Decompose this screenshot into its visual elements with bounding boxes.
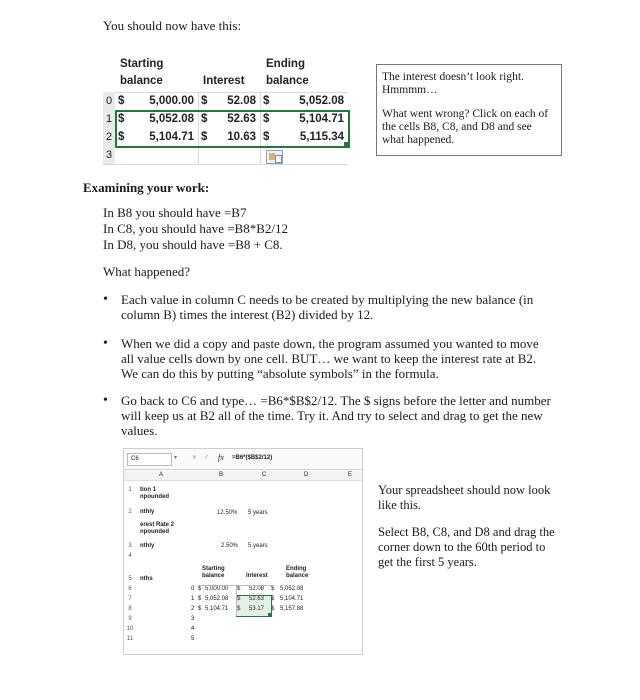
note-box-1 bbox=[376, 64, 562, 156]
bullet-list bbox=[103, 292, 543, 322]
header-starting: Starting balance bbox=[120, 58, 164, 87]
column-header[interactable]: C bbox=[262, 472, 267, 478]
row-header[interactable]: 5 bbox=[128, 576, 132, 582]
hdr-starting: Starting balance bbox=[202, 566, 225, 579]
row-header[interactable]: 1 bbox=[128, 487, 132, 493]
column-header[interactable]: D bbox=[304, 472, 309, 478]
row-header[interactable]: 8 bbox=[128, 606, 132, 612]
column-header[interactable]: E bbox=[348, 472, 353, 478]
fx-icon[interactable]: fx bbox=[218, 453, 224, 462]
hdr-interest: Interest bbox=[246, 573, 268, 579]
what-happened: What happened? bbox=[103, 264, 190, 279]
confirm-icon[interactable]: ✓ bbox=[204, 455, 210, 461]
formula-bar bbox=[124, 449, 362, 470]
fill-handle[interactable] bbox=[344, 142, 349, 147]
table-row: 3 bbox=[103, 146, 348, 164]
period-cell[interactable]: 4 bbox=[191, 626, 195, 632]
column-header[interactable]: A bbox=[159, 472, 164, 478]
column-header-row bbox=[124, 471, 362, 481]
table-row[interactable]: 1 $ 5,052.08 $ 52.63 $ 5,104.71 bbox=[191, 596, 304, 602]
bullet-list bbox=[103, 336, 553, 381]
row-header[interactable]: 9 bbox=[128, 616, 132, 622]
name-box[interactable]: C6 bbox=[127, 453, 172, 466]
cell-a2[interactable]: nthly bbox=[140, 509, 155, 515]
note-2-line-2: Select B8, C8, and D8 and drag the corner down to the 60th period to get the first 5 years. bbox=[378, 525, 555, 569]
row-header[interactable]: 7 bbox=[128, 596, 132, 602]
row-header[interactable]: 4 bbox=[128, 553, 132, 559]
examining-lines bbox=[103, 205, 288, 253]
years-2[interactable]: 5 years bbox=[248, 543, 268, 549]
bullet-item: • When we did a copy and paste down, the program assumed you wanted to move all value cells down by one cell. BUT… we want to keep the interest rate at B2. We can do this by putting “absolute symbols” in the formula. bbox=[103, 336, 553, 381]
note-2-line-1: Your spreadsheet should now look like this. bbox=[378, 483, 551, 512]
name-box-dropdown-icon[interactable]: ▾ bbox=[174, 455, 178, 461]
row-header[interactable]: 10 bbox=[126, 626, 134, 632]
rate-1[interactable]: 12.50% bbox=[217, 510, 238, 516]
cancel-icon[interactable]: ✕ bbox=[192, 455, 198, 461]
fill-handle[interactable] bbox=[268, 613, 271, 616]
cell-a5[interactable]: nths bbox=[140, 576, 153, 582]
rate-2[interactable]: 2.50% bbox=[221, 543, 239, 549]
examining-line: In D8, you should have =B8 + C8. bbox=[103, 237, 283, 252]
selection-outline bbox=[115, 110, 350, 148]
years-1[interactable]: 5 years bbox=[248, 510, 268, 516]
bullet-item: • Go back to C6 and type… =B6*$B$2/12. The $ signs before the letter and number will keep us at B2 all of the time. Try it. And try to select and drag to get the new values. bbox=[103, 393, 553, 438]
period-cell[interactable]: 5 bbox=[191, 636, 195, 642]
cell-a1[interactable]: tion 1 npounded bbox=[140, 487, 169, 500]
row-header[interactable]: 11 bbox=[126, 636, 134, 642]
table-row: 0 $ 5,000.00 $ 52.08 $ 5,052.08 bbox=[103, 92, 348, 110]
formula-input[interactable]: =B6*($B$2/12) bbox=[232, 455, 273, 461]
row-header[interactable]: 3 bbox=[128, 543, 132, 549]
bullet-list bbox=[103, 393, 553, 438]
note-1-line-2: What went wrong? Click on each of the cells B8, C8, and D8 and see what happened. bbox=[382, 108, 549, 146]
table-row[interactable]: 0 $ 5,000.00 $ 52.08 $ 5,052.08 bbox=[191, 586, 304, 592]
hdr-ending: Ending balance bbox=[286, 566, 309, 579]
row-header[interactable]: 6 bbox=[128, 586, 132, 592]
examining-line: In C8, you should have =B8*B2/12 bbox=[103, 221, 288, 236]
note-2 bbox=[378, 483, 558, 570]
header-interest: Interest bbox=[203, 75, 245, 87]
period-cell[interactable]: 3 bbox=[191, 616, 195, 622]
column-header[interactable]: B bbox=[219, 472, 224, 478]
examining-heading: Examining your work: bbox=[83, 180, 210, 195]
selected-range[interactable] bbox=[236, 595, 272, 617]
row-header[interactable]: 2 bbox=[128, 509, 132, 515]
table-row[interactable]: 2 $ 5,104.71 $ 53.17 $ 5,157.88 bbox=[191, 606, 304, 612]
header-ending: Ending balance bbox=[266, 58, 309, 87]
cell-a3-cont[interactable]: nthly bbox=[140, 543, 155, 549]
examining-line: In B8 you should have =B7 bbox=[103, 205, 247, 220]
cell-a3[interactable]: erest Rate 2 npounded bbox=[140, 522, 175, 535]
note-1-line-1: The interest doesn’t look right. Hmmmm… bbox=[382, 71, 524, 96]
table-row: 2 $ 5,104.71 $ 10.63 $ 5,115.34 bbox=[103, 128, 348, 146]
paste-options-icon[interactable] bbox=[266, 150, 283, 164]
table-row: 1 $ 5,052.08 $ 52.63 $ 5,104.71 bbox=[103, 110, 348, 128]
bullet-item: • Each value in column C needs to be created by multiplying the new balance (in column B) times the interest (B2) divided by 12. bbox=[103, 292, 543, 322]
intro-text: You should now have this: bbox=[103, 18, 242, 33]
spreadsheet-screenshot bbox=[123, 448, 363, 655]
